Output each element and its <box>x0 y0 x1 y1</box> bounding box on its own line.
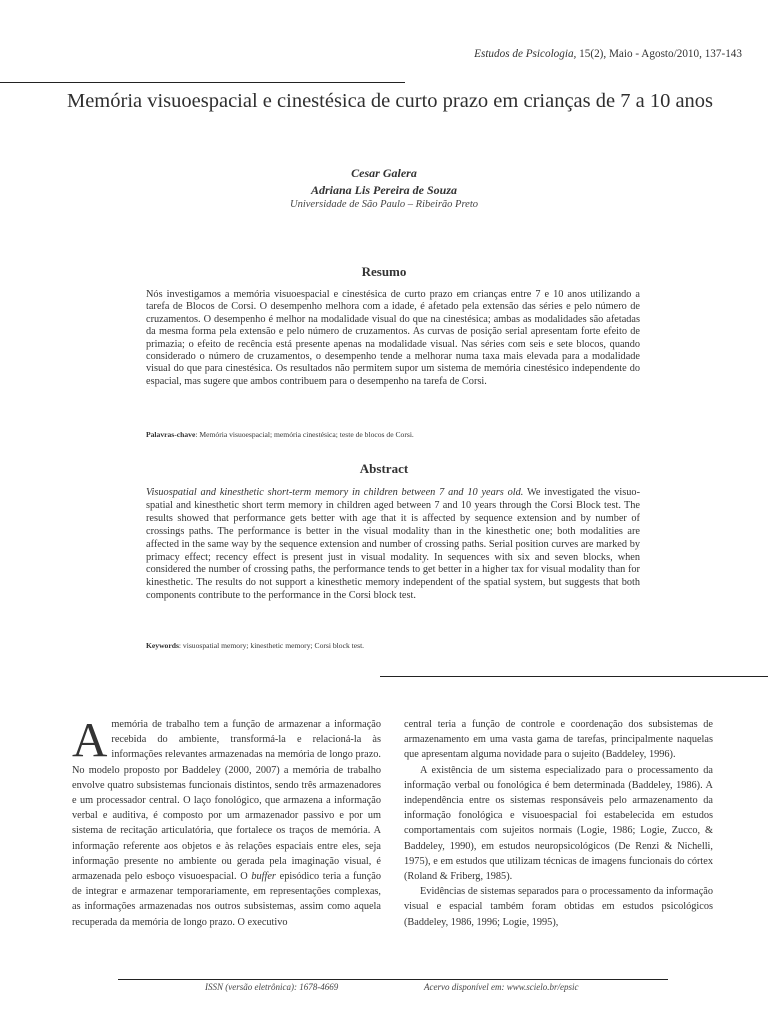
body-column-left <box>72 712 381 930</box>
abstract-english-title: Visuospatial and kinesthetic short-term memory in children between 7 and 10 years old. <box>146 487 524 498</box>
author-2: Adriana Lis Pereira de Souza <box>310 183 457 197</box>
abstract-keywords-list: : visuospatial memory; kinesthetic memory; Corsi block test. <box>178 641 365 650</box>
intro-text-a: memória de trabalho tem a função de armazenar a informação recebida do ambiente, transformá-la e relacioná-la às informações relevantes armazenadas na memória de longo prazo. No modelo proposto por Baddeley (2000, 2007) a memória de trabalho envolve quatro subsistemas funcionais distintos, sendo três armazenadores e um processador central. O laço fonológico, que armazena a informação verbal e auditiva, é composto por um armazenador passivo e por um sistema de recitação articulatória, que fortalece os traços de memória. A informação referente aos objetos e às relações espaciais entre eles, seja informação presente no ambiente ou gerada pela imaginação visual, é armazenada pelo esboço visuoespacial. O <box>72 719 381 883</box>
paragraph-phonological: A existência de um sistema especializado para o processamento da informação verbal ou fonológica é bem determinada (Baddeley, 1986). A independência entre os sistemas responsáveis pelo armazenamento da informação fonológica e visuoespacial foi estabelecida em estudos comportamentais com sujeitos normais (Logie, 1986; Logie, Zucco, & Baddeley, 1990), em estudos neuropsicológicos (De Renzi & Nichelli, 1975), e em estudos que utilizam técnicas de imagens funcionais do córtex (Roland & Friberg, 1985). <box>404 764 713 883</box>
drop-cap: A <box>72 712 108 767</box>
buffer-term: buffer <box>251 871 276 883</box>
footer-acervo: Acervo disponível em: www.scielo.br/epsic <box>424 982 579 992</box>
footer-issn: ISSN (versão eletrônica): 1678-4669 <box>205 982 339 992</box>
paragraph-executive: central teria a função de controle e coordenação dos subsistemas de armazenamento em uma vasta gama de tarefas, principalmente naquelas que apresentam alguma novidade para o sujeito (Baddeley, 1996). <box>404 719 713 761</box>
journal-name: Estudos de Psicologia, <box>474 48 577 60</box>
footer-rule <box>118 979 668 980</box>
body-rule <box>380 676 768 677</box>
resumo-heading: Resumo <box>361 264 407 279</box>
journal-citation <box>474 48 742 60</box>
resumo-text: Nós investigamos a memória visuoespacial e cinestésica de curto prazo em crianças entre 7 e 10 anos utilizando a tarefa de Blocos de Corsi. O desempenho melhora com a idade, é afetado pela extensão das séries e pelo número de cruzamentos. O desempenho é melhor na modalidade visual do que na cinestésica; ambas as modalidades são afetadas da mesma forma pela extensão e pelo número de cruzamentos. As curvas de posição serial apresentam forte efeito de primazia; o efeito de recência está presente apenas na modalidade visual. Nas séries com seis e sete blocos, quando considerado o número de cruzamentos, o desempenho tende a melhorar numa taxa mais elevada para a modalidade visual do que para cinestésica. Os resultados não permitem supor um sistema de memória cinestésico independente do espacial, mas sugere que ambos contribuem para o desempenho na tarefa de Corsi. <box>146 289 640 387</box>
article-title: Memória visuoespacial e cinestésica de curto prazo em crianças de 7 a 10 anos <box>66 90 714 112</box>
abstract-keywords <box>146 641 640 650</box>
intro-text-b: episódico teria a função de integrar e armazenar temporariamente, em representações complexas, as informações armazenadas nos outros subsistemas, assim como aquela recuperada da memória de longo prazo. O executivo <box>72 871 381 928</box>
paragraph-visual-spatial: Evidências de sistemas separados para o processamento da informação visual e espacial também foram obtidas em estudos psicológicos (Baddeley, 1986, 1996; Logie, 1995), <box>404 886 713 928</box>
resumo-keywords-list: : Memória visuoespacial; memória cinestésica; teste de blocos de Corsi. <box>195 430 414 439</box>
abstract-keywords-label: Keywords <box>146 641 179 650</box>
resumo-keywords-label: Palavras-chave <box>146 430 196 439</box>
intro-paragraph <box>72 712 381 930</box>
author-1: Cesar Galera <box>351 166 417 180</box>
abstract-heading: Abstract <box>359 461 409 476</box>
body-column-right <box>404 717 713 930</box>
journal-details: 15(2), Maio - Agosto/2010, 137-143 <box>576 48 742 60</box>
abstract-body: We investigated the visuo-spatial and kinesthetic short term memory in children aged between 7 and 10 years through the Corsi Block test. The results showed that performance gets better with age that it is affected by sequence extension and by number of crossings paths. The performance is better in the visual modality than in the kinesthetic one; both modalities are affected in the same way by the sequence extension and number of crossing paths. Serial position curves are marked by primacy effect; recency effect is present just in visual modality. In sequences with six and seven blocks, when considered the number of crossing paths, the performance tends to get better in a higher tax for visual modality than for kinesthetic. The results do not support a kinesthetic memory independent of the spatial system, but suggests that both components contribute to the performance in the Corsi block test. <box>146 487 640 602</box>
abstract-text <box>146 487 640 603</box>
affiliation: Universidade de São Paulo – Ribeirão Preto <box>290 199 478 210</box>
resumo-keywords <box>146 430 640 439</box>
header-rule <box>0 82 405 83</box>
